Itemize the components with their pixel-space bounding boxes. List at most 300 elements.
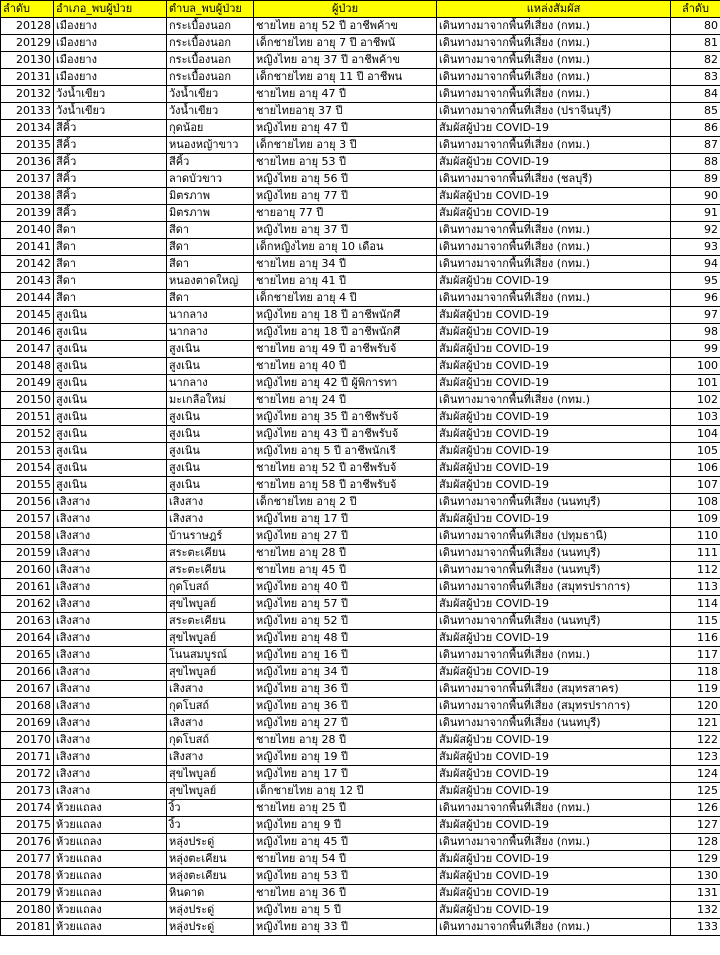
cell-order: 112 <box>671 562 720 579</box>
cell-source: สัมผัสผู้ป่วย COVID-19 <box>437 630 671 647</box>
table-row <box>1 358 720 375</box>
cell-source: เดินทางมาจากพื้นที่เสี่ยง (นนทบุรี) <box>437 715 671 732</box>
cell-order: 103 <box>671 409 720 426</box>
cell-source: เดินทางมาจากพื้นที่เสี่ยง (กทม.) <box>437 137 671 154</box>
cell-order: 102 <box>671 392 720 409</box>
table-row <box>1 239 720 256</box>
cell-district: สีดา <box>54 239 167 256</box>
table-row <box>1 69 720 86</box>
cell-seq: 20139 <box>1 205 54 222</box>
table-row <box>1 171 720 188</box>
table-row <box>1 885 720 902</box>
cell-source: สัมผัสผู้ป่วย COVID-19 <box>437 817 671 834</box>
cell-subdistrict: หลุ่งประดู่ <box>167 919 254 936</box>
cell-source: เดินทางมาจากพื้นที่เสี่ยง (กทม.) <box>437 18 671 35</box>
cell-subdistrict: สูงเนิน <box>167 460 254 477</box>
table-row <box>1 919 720 936</box>
cell-order: 91 <box>671 205 720 222</box>
header-row <box>1 1 720 18</box>
header-patient: ผู้ป่วย <box>254 1 437 18</box>
cell-source: สัมผัสผู้ป่วย COVID-19 <box>437 664 671 681</box>
cell-patient: หญิงไทย อายุ 33 ปี <box>254 919 437 936</box>
cell-order: 87 <box>671 137 720 154</box>
cell-source: สัมผัสผู้ป่วย COVID-19 <box>437 732 671 749</box>
cell-source: เดินทางมาจากพื้นที่เสี่ยง (กทม.) <box>437 86 671 103</box>
cell-patient: ชายไทย อายุ 52 ปี อาชีพรับจ้ <box>254 460 437 477</box>
cell-district: สีคิ้ว <box>54 120 167 137</box>
cell-district: สูงเนิน <box>54 375 167 392</box>
table-row <box>1 664 720 681</box>
cell-seq: 20174 <box>1 800 54 817</box>
cell-source: เดินทางมาจากพื้นที่เสี่ยง (ปทุมธานี) <box>437 528 671 545</box>
cell-order: 132 <box>671 902 720 919</box>
cell-source: สัมผัสผู้ป่วย COVID-19 <box>437 766 671 783</box>
table-row <box>1 409 720 426</box>
table-row <box>1 562 720 579</box>
cell-subdistrict: สีคิ้ว <box>167 154 254 171</box>
cell-patient: ชายอายุ 77 ปี <box>254 205 437 222</box>
cell-district: สีดา <box>54 290 167 307</box>
cell-district: เสิงสาง <box>54 681 167 698</box>
cell-order: 95 <box>671 273 720 290</box>
cell-source: สัมผัสผู้ป่วย COVID-19 <box>437 596 671 613</box>
cell-order: 131 <box>671 885 720 902</box>
table-row <box>1 307 720 324</box>
cell-district: เมืองยาง <box>54 52 167 69</box>
cell-subdistrict: สุขไพบูลย์ <box>167 630 254 647</box>
cell-order: 105 <box>671 443 720 460</box>
cell-source: สัมผัสผู้ป่วย COVID-19 <box>437 783 671 800</box>
cell-subdistrict: กระเบื้องนอก <box>167 18 254 35</box>
cell-patient: ชายไทย อายุ 25 ปี <box>254 800 437 817</box>
cell-source: เดินทางมาจากพื้นที่เสี่ยง (กทม.) <box>437 834 671 851</box>
cell-order: 127 <box>671 817 720 834</box>
cell-seq: 20162 <box>1 596 54 613</box>
cell-district: เสิงสาง <box>54 494 167 511</box>
table-row <box>1 205 720 222</box>
cell-district: เสิงสาง <box>54 579 167 596</box>
table-row <box>1 256 720 273</box>
cell-source: เดินทางมาจากพื้นที่เสี่ยง (กทม.) <box>437 256 671 273</box>
cell-source: สัมผัสผู้ป่วย COVID-19 <box>437 120 671 137</box>
cell-source: เดินทางมาจากพื้นที่เสี่ยง (สมุทรสาคร) <box>437 681 671 698</box>
cell-seq: 20148 <box>1 358 54 375</box>
cell-seq: 20132 <box>1 86 54 103</box>
cell-patient: ชายไทย อายุ 49 ปี อาชีพรับจ้ <box>254 341 437 358</box>
cell-district: เสิงสาง <box>54 613 167 630</box>
table-row <box>1 851 720 868</box>
cell-subdistrict: งิ้ว <box>167 817 254 834</box>
cell-district: สูงเนิน <box>54 392 167 409</box>
cell-district: สูงเนิน <box>54 460 167 477</box>
cell-source: เดินทางมาจากพื้นที่เสี่ยง (กทม.) <box>437 239 671 256</box>
cell-patient: ชายไทย อายุ 47 ปี <box>254 86 437 103</box>
cell-seq: 20161 <box>1 579 54 596</box>
cell-patient: ชายไทย อายุ 52 ปี อาชีพค้าข <box>254 18 437 35</box>
cell-source: เดินทางมาจากพื้นที่เสี่ยง (กทม.) <box>437 392 671 409</box>
cell-subdistrict: สูงเนิน <box>167 426 254 443</box>
cell-order: 94 <box>671 256 720 273</box>
cell-order: 99 <box>671 341 720 358</box>
cell-patient: เด็กชายไทย อายุ 12 ปี <box>254 783 437 800</box>
cell-source: เดินทางมาจากพื้นที่เสี่ยง (นนทบุรี) <box>437 545 671 562</box>
cell-seq: 20155 <box>1 477 54 494</box>
cell-order: 126 <box>671 800 720 817</box>
cell-district: ห้วยแถลง <box>54 851 167 868</box>
cell-subdistrict: บ้านราษฎร์ <box>167 528 254 545</box>
cell-order: 81 <box>671 35 720 52</box>
cell-district: เสิงสาง <box>54 596 167 613</box>
table-row <box>1 426 720 443</box>
header-district: อำเภอ_พบผู้ป่วย <box>54 1 167 18</box>
cell-seq: 20149 <box>1 375 54 392</box>
cell-source: สัมผัสผู้ป่วย COVID-19 <box>437 324 671 341</box>
cell-patient: หญิงไทย อายุ 17 ปี <box>254 766 437 783</box>
cell-source: เดินทางมาจากพื้นที่เสี่ยง (กทม.) <box>437 69 671 86</box>
table-row <box>1 137 720 154</box>
cell-patient: หญิงไทย อายุ 47 ปี <box>254 120 437 137</box>
cell-source: สัมผัสผู้ป่วย COVID-19 <box>437 358 671 375</box>
table-row <box>1 103 720 120</box>
cell-source: สัมผัสผู้ป่วย COVID-19 <box>437 477 671 494</box>
cell-order: 107 <box>671 477 720 494</box>
cell-patient: เด็กชายไทย อายุ 3 ปี <box>254 137 437 154</box>
cell-district: เสิงสาง <box>54 630 167 647</box>
table-row <box>1 222 720 239</box>
cell-seq: 20154 <box>1 460 54 477</box>
header-source: แหล่งสัมผัส <box>437 1 671 18</box>
table-row <box>1 494 720 511</box>
cell-seq: 20159 <box>1 545 54 562</box>
cell-order: 120 <box>671 698 720 715</box>
cell-seq: 20130 <box>1 52 54 69</box>
cell-patient: ชายไทย อายุ 36 ปี <box>254 885 437 902</box>
cell-patient: เด็กชายไทย อายุ 11 ปี อาชีพน <box>254 69 437 86</box>
table-row <box>1 86 720 103</box>
header-order: ลำดับ <box>671 1 720 18</box>
cell-district: สีดา <box>54 273 167 290</box>
cell-subdistrict: หลุ่งประดู่ <box>167 902 254 919</box>
cell-district: เสิงสาง <box>54 732 167 749</box>
cell-patient: หญิงไทย อายุ 40 ปี <box>254 579 437 596</box>
cell-seq: 20177 <box>1 851 54 868</box>
cell-order: 110 <box>671 528 720 545</box>
cell-subdistrict: สีดา <box>167 239 254 256</box>
cell-seq: 20135 <box>1 137 54 154</box>
cell-district: ห้วยแถลง <box>54 834 167 851</box>
cell-district: สูงเนิน <box>54 477 167 494</box>
cell-subdistrict: สระตะเคียน <box>167 613 254 630</box>
cell-seq: 20156 <box>1 494 54 511</box>
cell-patient: ชายไทย อายุ 40 ปี <box>254 358 437 375</box>
cell-order: 83 <box>671 69 720 86</box>
table-row <box>1 18 720 35</box>
cell-district: ห้วยแถลง <box>54 919 167 936</box>
cell-district: วังน้ำเขียว <box>54 86 167 103</box>
table-row <box>1 732 720 749</box>
cell-order: 118 <box>671 664 720 681</box>
cell-seq: 20138 <box>1 188 54 205</box>
cell-patient: หญิงไทย อายุ 43 ปี อาชีพรับจ้ <box>254 426 437 443</box>
cell-seq: 20171 <box>1 749 54 766</box>
cell-patient: ชายไทย อายุ 54 ปี <box>254 851 437 868</box>
cell-district: สีคิ้ว <box>54 205 167 222</box>
cell-source: เดินทางมาจากพื้นที่เสี่ยง (ชลบุรี) <box>437 171 671 188</box>
cell-patient: หญิงไทย อายุ 48 ปี <box>254 630 437 647</box>
cell-order: 101 <box>671 375 720 392</box>
cell-subdistrict: งิ้ว <box>167 800 254 817</box>
cell-order: 97 <box>671 307 720 324</box>
cell-patient: ชายไทย อายุ 34 ปี <box>254 256 437 273</box>
cell-source: สัมผัสผู้ป่วย COVID-19 <box>437 273 671 290</box>
cell-seq: 20128 <box>1 18 54 35</box>
cell-source: สัมผัสผู้ป่วย COVID-19 <box>437 307 671 324</box>
cell-district: เสิงสาง <box>54 715 167 732</box>
cell-subdistrict: มิตรภาพ <box>167 205 254 222</box>
cell-patient: เด็กชายไทย อายุ 4 ปี <box>254 290 437 307</box>
table-row <box>1 698 720 715</box>
cell-district: ห้วยแถลง <box>54 800 167 817</box>
cell-seq: 20153 <box>1 443 54 460</box>
cell-district: เมืองยาง <box>54 69 167 86</box>
cell-seq: 20141 <box>1 239 54 256</box>
cell-district: ห้วยแถลง <box>54 885 167 902</box>
table-row <box>1 443 720 460</box>
cell-district: ห้วยแถลง <box>54 817 167 834</box>
cell-source: สัมผัสผู้ป่วย COVID-19 <box>437 443 671 460</box>
cell-patient: ชายไทยอายุ 37 ปี <box>254 103 437 120</box>
cell-patient: ชายไทย อายุ 53 ปี <box>254 154 437 171</box>
cell-subdistrict: หลุ่งตะเคียน <box>167 851 254 868</box>
table-row <box>1 596 720 613</box>
table-row <box>1 120 720 137</box>
cell-seq: 20170 <box>1 732 54 749</box>
cell-patient: หญิงไทย อายุ 17 ปี <box>254 511 437 528</box>
cell-patient: ชายไทย อายุ 41 ปี <box>254 273 437 290</box>
cell-subdistrict: หนองหญ้าขาว <box>167 137 254 154</box>
cell-order: 130 <box>671 868 720 885</box>
cell-district: สีคิ้ว <box>54 188 167 205</box>
cell-district: สูงเนิน <box>54 443 167 460</box>
cell-order: 98 <box>671 324 720 341</box>
cell-patient: ชายไทย อายุ 28 ปี <box>254 545 437 562</box>
cell-district: เสิงสาง <box>54 511 167 528</box>
cell-seq: 20143 <box>1 273 54 290</box>
cell-source: สัมผัสผู้ป่วย COVID-19 <box>437 511 671 528</box>
cell-patient: ชายไทย อายุ 58 ปี อาชีพรับจ้ <box>254 477 437 494</box>
table-row <box>1 681 720 698</box>
cell-patient: ชายไทย อายุ 45 ปี <box>254 562 437 579</box>
cell-source: สัมผัสผู้ป่วย COVID-19 <box>437 205 671 222</box>
cell-subdistrict: นากลาง <box>167 324 254 341</box>
table-row <box>1 188 720 205</box>
cell-district: สีดา <box>54 222 167 239</box>
cell-district: สูงเนิน <box>54 426 167 443</box>
cell-subdistrict: ลาดบัวขาว <box>167 171 254 188</box>
cell-seq: 20164 <box>1 630 54 647</box>
cell-order: 123 <box>671 749 720 766</box>
cell-order: 129 <box>671 851 720 868</box>
cell-seq: 20167 <box>1 681 54 698</box>
table-row <box>1 613 720 630</box>
cell-seq: 20179 <box>1 885 54 902</box>
cell-district: ห้วยแถลง <box>54 902 167 919</box>
cell-seq: 20145 <box>1 307 54 324</box>
table-row <box>1 460 720 477</box>
cell-patient: หญิงไทย อายุ 42 ปี ผู้พิการทา <box>254 375 437 392</box>
cell-subdistrict: นากลาง <box>167 375 254 392</box>
cell-source: เดินทางมาจากพื้นที่เสี่ยง (กทม.) <box>437 919 671 936</box>
cell-patient: เด็กชายไทย อายุ 7 ปี อาชีพนั <box>254 35 437 52</box>
cell-order: 113 <box>671 579 720 596</box>
table-row <box>1 154 720 171</box>
cell-source: สัมผัสผู้ป่วย COVID-19 <box>437 885 671 902</box>
cell-patient: หญิงไทย อายุ 5 ปี อาชีพนักเรี <box>254 443 437 460</box>
cell-subdistrict: หินดาด <box>167 885 254 902</box>
cell-patient: หญิงไทย อายุ 19 ปี <box>254 749 437 766</box>
cell-order: 88 <box>671 154 720 171</box>
table-row <box>1 392 720 409</box>
cell-district: เสิงสาง <box>54 528 167 545</box>
table-row <box>1 528 720 545</box>
cell-order: 89 <box>671 171 720 188</box>
table-row <box>1 902 720 919</box>
cell-order: 115 <box>671 613 720 630</box>
table-row <box>1 273 720 290</box>
cell-subdistrict: มะเกลือใหม่ <box>167 392 254 409</box>
cell-order: 117 <box>671 647 720 664</box>
cell-source: เดินทางมาจากพื้นที่เสี่ยง (กทม.) <box>437 800 671 817</box>
cell-seq: 20175 <box>1 817 54 834</box>
cell-subdistrict: กุดโบสถ์ <box>167 732 254 749</box>
cell-source: เดินทางมาจากพื้นที่เสี่ยง (นนทบุรี) <box>437 494 671 511</box>
cell-district: สีคิ้ว <box>54 154 167 171</box>
cell-source: สัมผัสผู้ป่วย COVID-19 <box>437 409 671 426</box>
cell-patient: หญิงไทย อายุ 9 ปี <box>254 817 437 834</box>
cell-patient: หญิงไทย อายุ 53 ปี <box>254 868 437 885</box>
cell-district: เสิงสาง <box>54 647 167 664</box>
cell-order: 90 <box>671 188 720 205</box>
cell-order: 80 <box>671 18 720 35</box>
cell-seq: 20168 <box>1 698 54 715</box>
cell-order: 82 <box>671 52 720 69</box>
cell-source: สัมผัสผู้ป่วย COVID-19 <box>437 460 671 477</box>
cell-patient: หญิงไทย อายุ 35 ปี อาชีพรับจ้ <box>254 409 437 426</box>
table-row <box>1 35 720 52</box>
table-header <box>1 1 720 18</box>
table-row <box>1 647 720 664</box>
header-seq: ลำดับ <box>1 1 54 18</box>
cell-source: สัมผัสผู้ป่วย COVID-19 <box>437 154 671 171</box>
table-row <box>1 511 720 528</box>
cell-source: สัมผัสผู้ป่วย COVID-19 <box>437 188 671 205</box>
cell-subdistrict: สุขไพบูลย์ <box>167 596 254 613</box>
table-row <box>1 290 720 307</box>
cell-source: เดินทางมาจากพื้นที่เสี่ยง (กทม.) <box>437 290 671 307</box>
cell-source: สัมผัสผู้ป่วย COVID-19 <box>437 426 671 443</box>
table-row <box>1 341 720 358</box>
table-row <box>1 749 720 766</box>
cell-patient: หญิงไทย อายุ 45 ปี <box>254 834 437 851</box>
cell-seq: 20181 <box>1 919 54 936</box>
cell-subdistrict: หลุ่งประดู่ <box>167 834 254 851</box>
cell-source: เดินทางมาจากพื้นที่เสี่ยง (สมุทรปราการ) <box>437 579 671 596</box>
cell-patient: หญิงไทย อายุ 18 ปี อาชีพนักศึ <box>254 307 437 324</box>
cell-subdistrict: กุดโบสถ์ <box>167 579 254 596</box>
cell-seq: 20144 <box>1 290 54 307</box>
cell-source: สัมผัสผู้ป่วย COVID-19 <box>437 868 671 885</box>
cell-subdistrict: เสิงสาง <box>167 494 254 511</box>
cell-seq: 20157 <box>1 511 54 528</box>
cell-seq: 20158 <box>1 528 54 545</box>
cell-source: สัมผัสผู้ป่วย COVID-19 <box>437 375 671 392</box>
cell-subdistrict: เสิงสาง <box>167 715 254 732</box>
cell-source: เดินทางมาจากพื้นที่เสี่ยง (ปราจีนบุรี) <box>437 103 671 120</box>
cell-district: วังน้ำเขียว <box>54 103 167 120</box>
cell-subdistrict: สูงเนิน <box>167 341 254 358</box>
cell-seq: 20180 <box>1 902 54 919</box>
cell-subdistrict: สีดา <box>167 222 254 239</box>
cell-subdistrict: กุดโบสถ์ <box>167 698 254 715</box>
cell-subdistrict: นากลาง <box>167 307 254 324</box>
table-body <box>1 18 720 936</box>
cell-seq: 20133 <box>1 103 54 120</box>
cell-district: เมืองยาง <box>54 18 167 35</box>
cell-source: เดินทางมาจากพื้นที่เสี่ยง (กทม.) <box>437 647 671 664</box>
cell-patient: หญิงไทย อายุ 57 ปี <box>254 596 437 613</box>
table-row <box>1 375 720 392</box>
cell-district: สีดา <box>54 256 167 273</box>
cell-order: 106 <box>671 460 720 477</box>
cell-order: 108 <box>671 494 720 511</box>
cell-seq: 20165 <box>1 647 54 664</box>
cell-subdistrict: สูงเนิน <box>167 443 254 460</box>
table-row <box>1 324 720 341</box>
cell-subdistrict: หลุ่งตะเคียน <box>167 868 254 885</box>
cell-patient: เด็กชายไทย อายุ 2 ปี <box>254 494 437 511</box>
cell-subdistrict: มิตรภาพ <box>167 188 254 205</box>
cell-district: สูงเนิน <box>54 341 167 358</box>
cell-subdistrict: สูงเนิน <box>167 409 254 426</box>
cell-district: เมืองยาง <box>54 35 167 52</box>
cell-subdistrict: สุขไพบูลย์ <box>167 664 254 681</box>
cell-district: ห้วยแถลง <box>54 868 167 885</box>
cell-patient: หญิงไทย อายุ 27 ปี <box>254 528 437 545</box>
cell-order: 93 <box>671 239 720 256</box>
cell-source: เดินทางมาจากพื้นที่เสี่ยง (กทม.) <box>437 35 671 52</box>
table-row <box>1 817 720 834</box>
cell-subdistrict: สูงเนิน <box>167 358 254 375</box>
cell-seq: 20169 <box>1 715 54 732</box>
cell-patient: หญิงไทย อายุ 77 ปี <box>254 188 437 205</box>
header-subdistrict: ตำบล_พบผู้ป่วย <box>167 1 254 18</box>
cell-patient: หญิงไทย อายุ 16 ปี <box>254 647 437 664</box>
table-row <box>1 800 720 817</box>
cell-patient: หญิงไทย อายุ 37 ปี <box>254 222 437 239</box>
cell-district: เสิงสาง <box>54 766 167 783</box>
cell-district: เสิงสาง <box>54 698 167 715</box>
cell-seq: 20172 <box>1 766 54 783</box>
table-row <box>1 783 720 800</box>
table-row <box>1 868 720 885</box>
cell-order: 121 <box>671 715 720 732</box>
cell-district: สูงเนิน <box>54 409 167 426</box>
cell-order: 111 <box>671 545 720 562</box>
cell-source: เดินทางมาจากพื้นที่เสี่ยง (นนทบุรี) <box>437 613 671 630</box>
cell-source: สัมผัสผู้ป่วย COVID-19 <box>437 341 671 358</box>
cell-order: 124 <box>671 766 720 783</box>
cell-subdistrict: สูงเนิน <box>167 477 254 494</box>
